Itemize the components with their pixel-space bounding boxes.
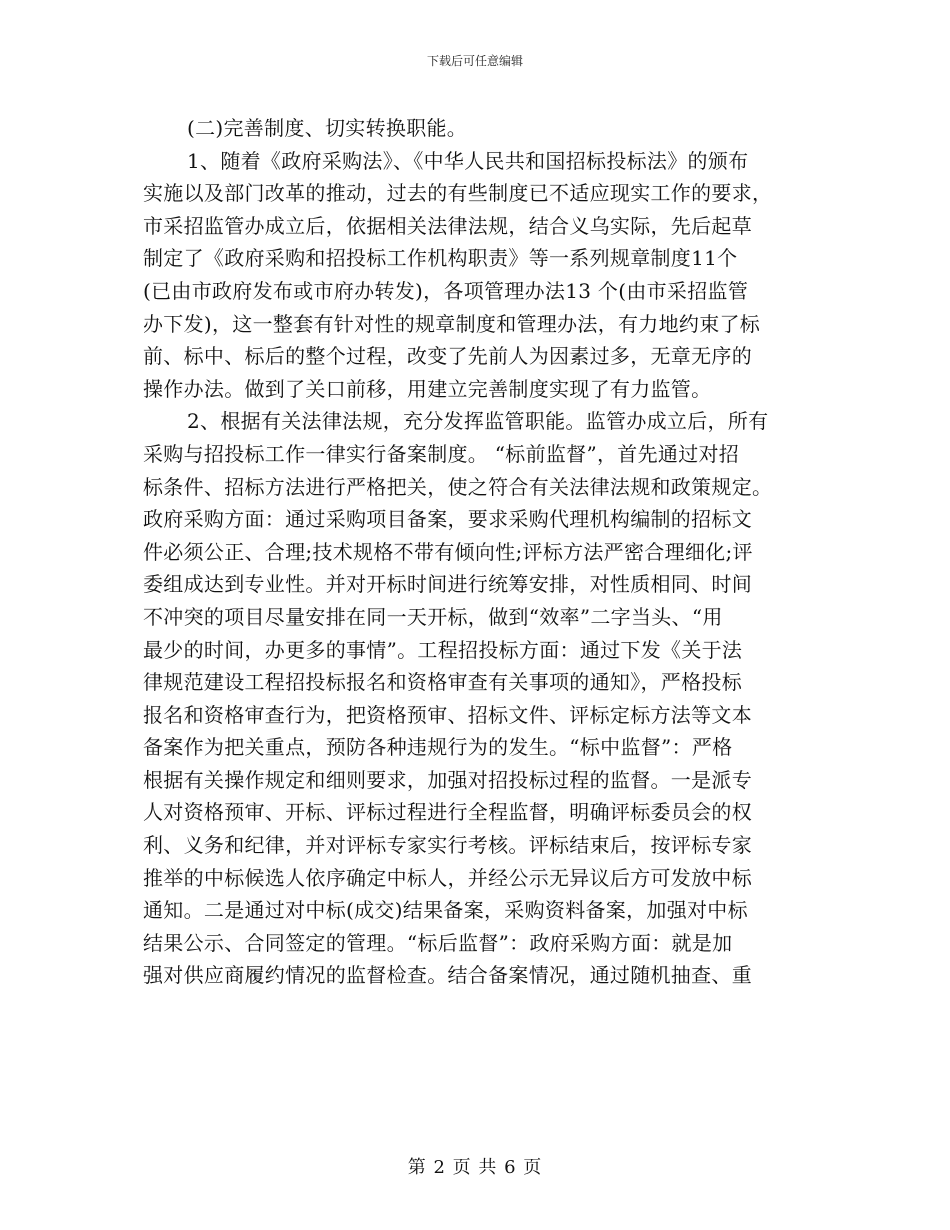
paragraph-2-line: 强对供应商履约情况的监督检查。结合备案情况，通过随机抽查、重: [143, 963, 752, 988]
paragraph-2-line: 委组成达到专业性。并对开标时间进行统筹安排，对性质相同、时间: [143, 572, 752, 597]
paragraph-2-line: 人对资格预审、开标、评标过程进行全程监督，明确评标委员会的权: [143, 800, 752, 825]
paragraph-2-line: 标条件、招标方法进行严格把关，使之符合有关法律法规和政策规定。: [143, 474, 773, 499]
paragraph-2-line: 政府采购方面：通过采购项目备案，要求采购代理机构编制的招标文: [143, 507, 752, 532]
paragraph-1-line: 市采招监管办成立后，依据相关法律法规，结合义乌实际，先后起草: [143, 213, 752, 238]
paragraph-2-line: 结果公示、合同签定的管理。“标后监督”：政府采购方面：就是加: [143, 930, 733, 955]
paragraph-2-line: 采购与招投标工作一律实行备案制度。 “标前监督”，首先通过对招: [143, 441, 740, 466]
paragraph-1-line: 前、标中、标后的整个过程，改变了先前人为因素过多，无章无序的: [143, 344, 752, 369]
paragraph-1-line: 办下发)，这一整套有针对性的规章制度和管理办法，有力地约束了标: [143, 311, 761, 336]
paragraph-2-line: 利、义务和纪律，并对评标专家实行考核。评标结束后，按评标专家: [143, 833, 752, 858]
paragraph-2-line: 根据有关操作规定和细则要求，加强对招投标过程的监督。一是派专: [143, 767, 752, 792]
section-heading: (二)完善制度、切实转换职能。: [187, 116, 468, 140]
paragraph-2-line: 最少的时间，办更多的事情”。工程招投标方面：通过下发《关于法: [143, 637, 743, 662]
paragraph-2-line: 件必须公正、合理;技术规格不带有倾向性;评标方法严密合理细化;评: [143, 539, 753, 564]
paragraph-2-line: 备案作为把关重点，预防各种违规行为的发生。“标中监督”：严格: [143, 735, 733, 760]
page-number-footer: 第 2 页 共 6 页: [407, 1157, 543, 1178]
paragraph-1-line: 实施以及部门改革的推动，过去的有些制度已不适应现实工作的要求，: [143, 181, 773, 206]
paragraph-1-line: 制定了《政府采购和招投标工作机构职责》等一系列规章制度11个: [143, 246, 738, 271]
paragraph-1-line: 1、随着《政府采购法》、《中华人民共和国招标投标法》的颁布: [187, 148, 749, 173]
paragraph-2-line: 推举的中标候选人依序确定中标人，并经公示无异议后方可发放中标: [143, 865, 752, 890]
paragraph-2-line: 律规范建设工程招投标报名和资格审查有关事项的通知》，严格投标: [143, 670, 742, 695]
paragraph-2-line: 不冲突的项目尽量安排在同一天开标，做到“效率”二字当头、“用: [143, 604, 723, 629]
page-header-note: 下载后可任意编辑: [426, 54, 523, 68]
paragraph-2-line: 报名和资格审查行为，把资格预审、招标文件、评标定标方法等文本: [143, 702, 752, 727]
paragraph-1-line: (已由市政府发布或市府办转发)，各项管理办法13 个(由市采招监管: [143, 278, 749, 303]
paragraph-1-line: 操作办法。做到了关口前移，用建立完善制度实现了有力监管。: [143, 376, 712, 401]
document-body: [143, 112, 813, 992]
paragraph-2-line: 通知。二是通过对中标(成交)结果备案，采购资料备案，加强对中标: [143, 898, 748, 923]
paragraph-2-line: 2、根据有关法律法规，充分发挥监管职能。监管办成立后，所有: [187, 409, 769, 434]
